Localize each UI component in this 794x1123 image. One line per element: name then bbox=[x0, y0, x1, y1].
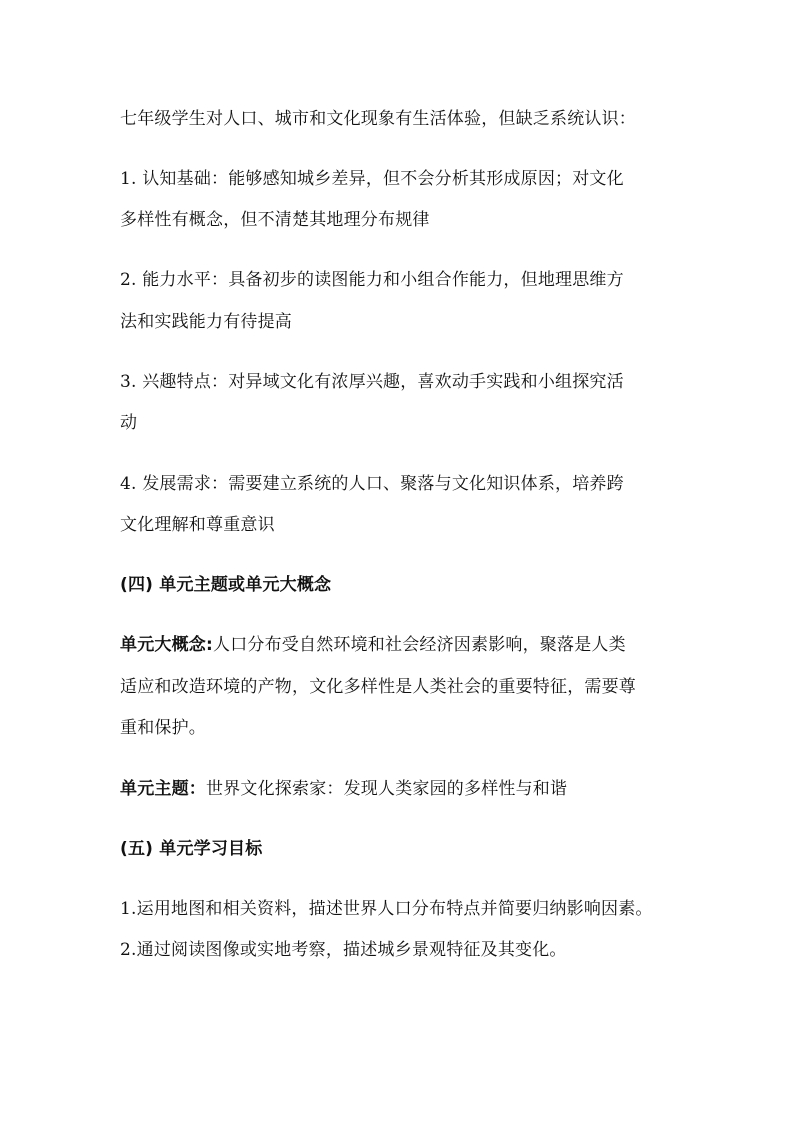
intro-text: 七年级学生对人口、城市和文化现象有生活体验，但缺乏系统认识： bbox=[120, 109, 636, 129]
item-3-line-2: 动 bbox=[120, 413, 138, 433]
big-concept-label: 单元大概念: bbox=[120, 635, 213, 655]
unit-theme bbox=[120, 778, 567, 800]
section-4-heading: (四) 单元主题或单元大概念 bbox=[120, 575, 332, 595]
goal-2: 2.通过阅读图像或实地考察，描述城乡景观特征及其变化。 bbox=[120, 940, 567, 960]
big-concept-text-3: 重和保护。 bbox=[120, 718, 206, 738]
item-1-line-2: 多样性有概念，但不清楚其地理分布规律 bbox=[120, 210, 430, 230]
item-1-line-1: 1. 认知基础：能够感知城乡差异，但不会分析其形成原因；对文化 bbox=[120, 169, 624, 189]
item-2-line-2: 法和实践能力有待提高 bbox=[120, 312, 292, 332]
big-concept-text-2: 适应和改造环境的产物，文化多样性是人类社会的重要特征，需要尊 bbox=[120, 677, 636, 697]
item-4-line-1: 4. 发展需求：需要建立系统的人口、聚落与文化知识体系，培养跨 bbox=[120, 474, 624, 494]
theme-label: 单元主题： bbox=[120, 779, 206, 799]
item-3-line-1: 3. 兴趣特点：对异域文化有浓厚兴趣，喜欢动手实践和小组探究活 bbox=[120, 372, 624, 392]
theme-text: 世界文化探索家：发现人类家园的多样性与和谐 bbox=[206, 779, 568, 799]
big-concept-paragraph bbox=[120, 634, 626, 656]
section-5-heading: (五) 单元学习目标 bbox=[120, 839, 263, 859]
goal-1: 1.运用地图和相关资料，描述世界人口分布特点并简要归纳影响因素。 bbox=[120, 899, 653, 919]
item-4-line-2: 文化理解和尊重意识 bbox=[120, 515, 275, 535]
item-2-line-1: 2. 能力水平：具备初步的读图能力和小组合作能力，但地理思维方 bbox=[120, 270, 624, 290]
big-concept-text-1: 人口分布受自然环境和社会经济因素影响，聚落是人类 bbox=[213, 635, 626, 655]
